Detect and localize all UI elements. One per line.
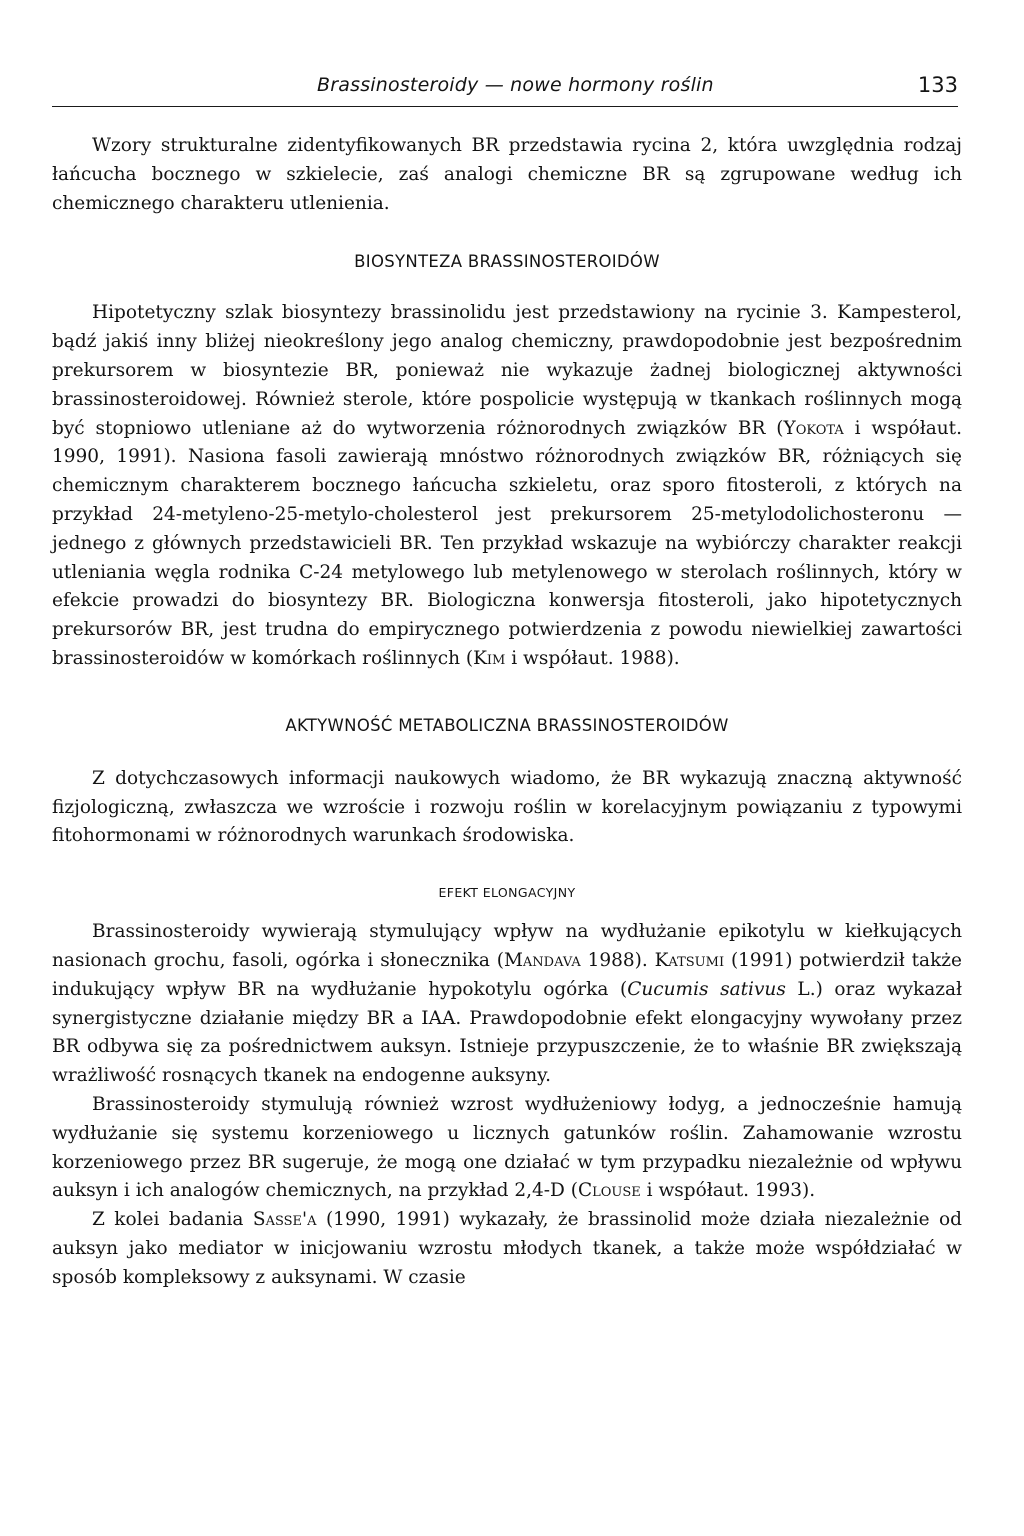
elongation3-text-a: Z kolei badania [92,1209,253,1231]
citation-sasse: Sasse'a [252,1209,317,1231]
heading-elongation: EFEKT ELONGACYJNY [438,885,576,901]
species-name: Cucumis sativus [627,978,786,1000]
elongation-text-c: (1991) potwierdził także indukujący wpływ BR na wydłużanie hypokotylu ogórka ( [52,949,962,1000]
citation-clouse: Clouse [577,1180,641,1202]
paragraph-elongation-3 [52,1206,962,1292]
elongation2-text-b: i współaut. 1993). [640,1180,816,1202]
biosynthesis-text-a: Hipotetyczny szlak biosyntezy brassinolidu jest przedstawiony na rycinie 3. Kampesterol, bądź jakiś inny bliżej nieokreślony jego analog chemiczny, prawdopodobnie jest bezpośrednim prekursorem w biosyntezie BR, ponieważ nie wykazuje żadnej biologicznej aktywności brassinosteroidowej. Również sterole, które pospolicie występują w tkankach roślinnych mogą być stopniowo utleniane aż do wytworzenia różnorodnych związków BR ( [52,302,962,439]
citation-mandava: Mandava [503,949,581,971]
paragraph-elongation-1 [52,918,962,1091]
citation-yokota: Yokota [783,417,844,439]
biosynthesis-text-b: i współaut. 1990, 1991). Nasiona fasoli zawierają mnóstwo różnorodnych związków BR, różniących się chemicznym charakterem bocznego łańcucha szkieletu, oraz sporo fitosteroli, z których na przykład 24-metyleno-25-metylo-cholesterol jest prekursorem 25-metylodolichosteronu — jednego z głównych przedstawicieli BR. Ten przykład wskazuje na wybiórczy charakter reakcji utleniania węgla rodnika C-24 metylowego lub metylenowego w sterolach roślinnych, który w efekcie prowadzi do biosyntezy BR. Biologiczna konwersja fitosteroli, jako hipotetycznych prekursorów BR, jest trudna do empirycznego potwierdzenia z powodu niewielkiej zawartości brassinosteroidów w komórkach roślinnych ( [52,417,962,669]
running-header [52,70,958,107]
running-title: Brassinosteroidy — nowe hormony roślin [317,74,714,96]
elongation-text-b: 1988). [580,949,655,971]
paragraph-intro: Wzory strukturalne zidentyfikowanych BR przedstawia rycina 2, która uwzględnia rodzaj łańcucha bocznego w szkielecie, zaś analogi chemiczne BR są zgrupowane według ich chemicznego charakteru utlenienia. [52,135,962,214]
citation-kim: Kim [473,647,506,669]
citation-katsumi: Katsumi [654,949,725,971]
paragraph-elongation-2 [52,1091,962,1206]
elongation2-text-a: Brassinosteroidy stymulują również wzrost wydłużeniowy łodyg, a jednocześnie hamują wydłużanie się systemu korzeniowego u licznych gatunków roślin. Zahamowanie wzrostu korzeniowego przez BR sugeruje, że mogą one działać w tym przypadku niezależnie od wpływu auksyn i ich analogów chemicznych, na przykład 2,4-D ( [52,1093,962,1202]
paragraph-activity: Z dotychczasowych informacji naukowych wiadomo, że BR wykazują znaczną aktywność fizjologiczną, zwłaszcza we wzroście i rozwoju roślin w korelacyjnym powiązaniu z typowymi fitohormonami w różnorodnych warunkach środowiska. [52,767,962,847]
elongation3-text-b: (1990, 1991) wykazały, że brassinolid może działa niezależnie od auksyn jako mediator w inicjowaniu wzrostu młodych tkanek, a także może współdziałać w sposób kompleksowy z auksynami. W czasie [52,1209,962,1288]
biosynthesis-text-c: i współaut. 1988). [505,647,680,669]
elongation-text-d: L.) oraz wykazał synergistyczne działanie między BR a IAA. Prawdopodobnie efekt elongacyjny wywołany przez BR odbywa się za pośrednictwem auksyn. Istnieje przypuszczenie, że to właśnie BR zwiększają wrażliwość rosnących tkanek na endogenne auksyny. [52,978,962,1087]
page-number: 133 [917,73,958,97]
body-text [52,132,962,1293]
elongation-text-a: Brassinosteroidy wywierają stymulujący wpływ na wydłużanie epikotylu w kiełkujących nasionach grochu, fasoli, ogórka i słonecznika ( [52,921,962,971]
heading-activity: AKTYWNOŚĆ METABOLICZNA BRASSINOSTEROIDÓW [285,715,729,735]
heading-biosynthesis: BIOSYNTEZA BRASSINOSTEROIDÓW [354,252,660,272]
paragraph-biosynthesis [52,299,962,673]
